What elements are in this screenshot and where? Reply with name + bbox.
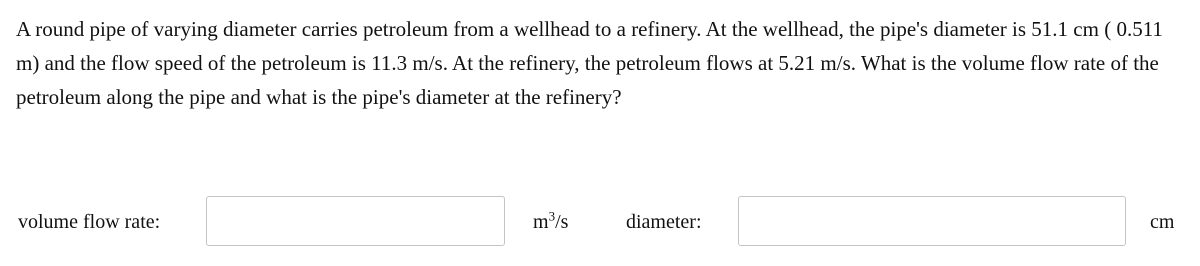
volume-flow-rate-label: volume flow rate: xyxy=(18,211,161,233)
diameter-input[interactable] xyxy=(738,196,1126,246)
unit-base: m xyxy=(533,211,549,233)
unit-exponent: 3 xyxy=(548,208,556,224)
question-text: A round pipe of varying diameter carries petroleum from a wellhead to a refinery. At the wellhead, the pipe's diameter is 51.1 cm ( 0.511 m) and the flow speed of the petroleum is 11.3 m/s. At the refinery, the petroleum flows at 5.21 m/s. What is the volume flow rate of the petroleum along the pipe and what is the pipe's diameter at the refinery? xyxy=(16,17,1163,109)
volume-flow-rate-unit xyxy=(533,196,568,248)
answer-row xyxy=(0,196,1200,248)
diameter-unit: cm xyxy=(1150,211,1175,233)
unit-suffix: /s xyxy=(555,211,569,233)
diameter-label: diameter: xyxy=(626,211,702,233)
volume-flow-rate-input[interactable] xyxy=(206,196,505,246)
